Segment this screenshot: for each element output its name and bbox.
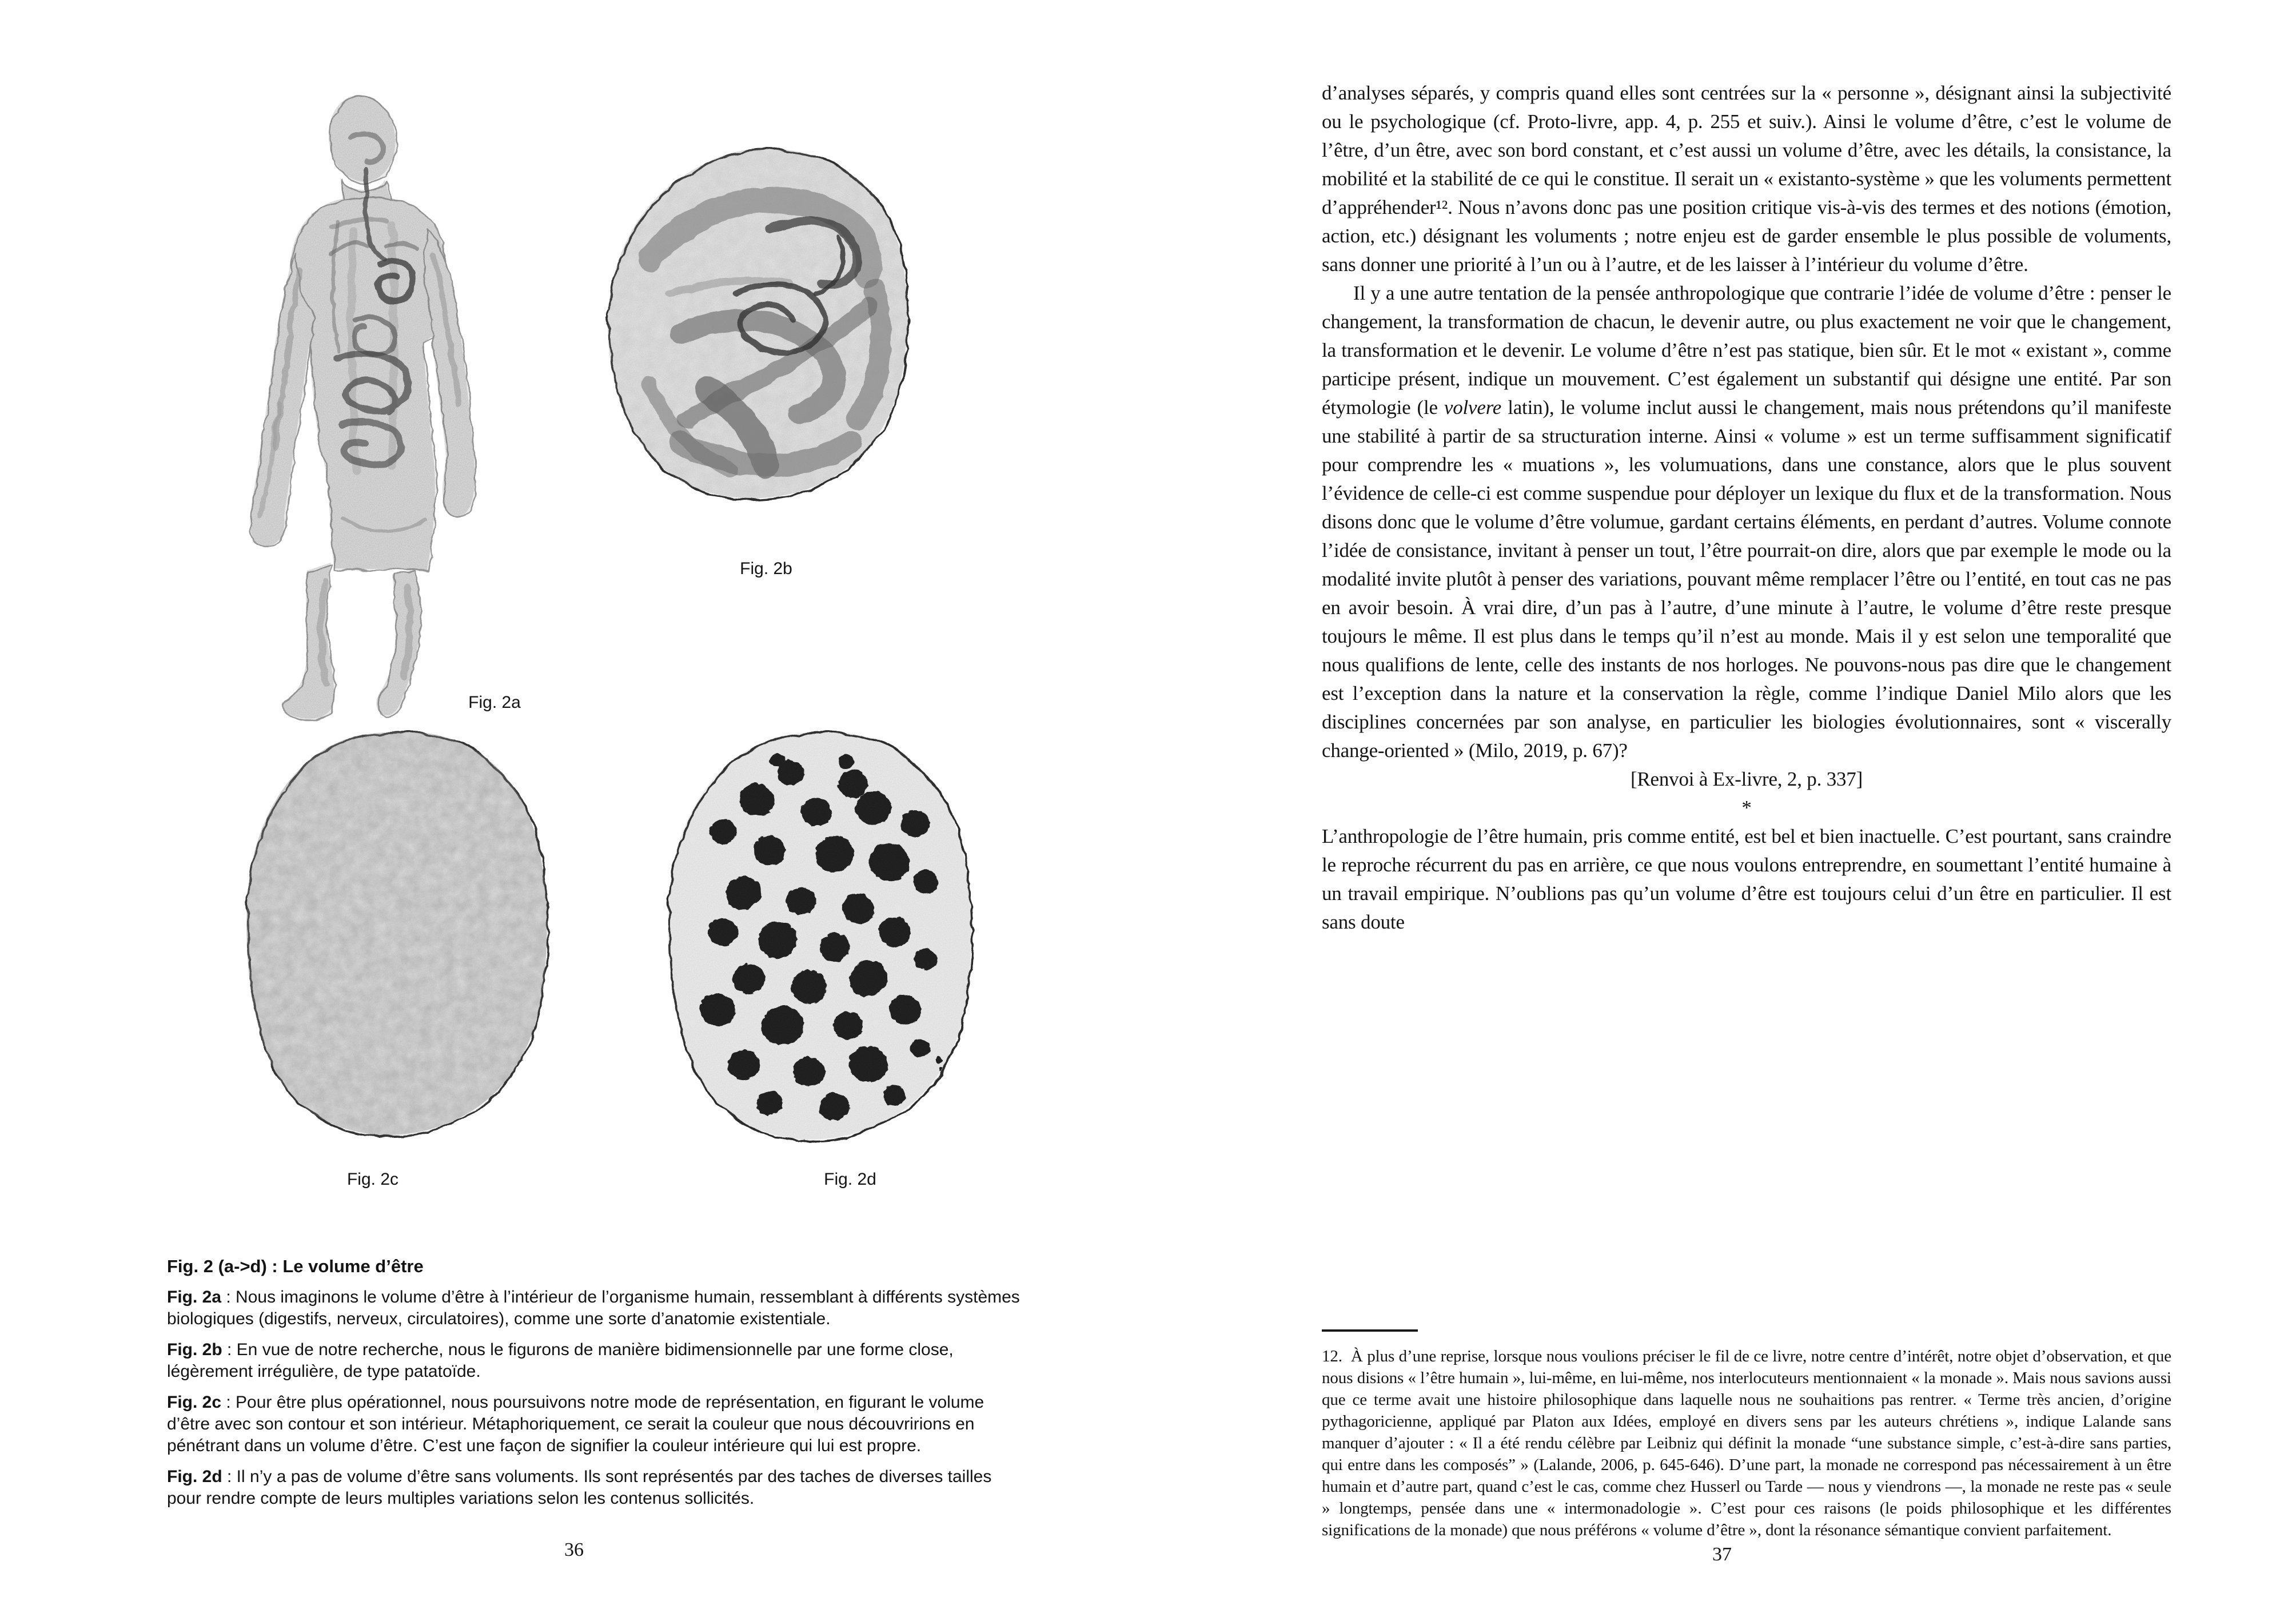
paragraph-3: L’anthropologie de l’être humain, pris comme entité, est bel et bien inactuelle. C’est pourtant, sans craindre le reproche récurrent du pas en arrière, ce que nous voulons entreprendre, en soumettant l’entité humaine à un travail empirique. N’oublions pas qu’un volume d’être est toujours celui d’un être en particulier. Il est sans doute [1322,825,2171,933]
spotted-blob-drawing [656,727,983,1152]
caption-fig-2a [167,1287,1029,1330]
footnote-12: 12. À plus d’une reprise, lorsque nous voulions préciser le fil de ce livre, notre centre d’intérêt, notre objet d’observation, et que nous disions « l’être humain », lui-même, en lui-même, nos interlocuteurs mentionnaient « la monade ». Mais nous savions aussi que ce terme avait une histoire philosophique dans laquelle nous ne souhaitions pas rentrer. « Terme très ancien, d’origine pythagoricienne, appliqué par Platon aux Idées, employé en divers sens par les auteurs chrétiens », indique Lalande sans manquer d’ajouter : « Il a été rendu célèbre par Leibniz qui définit la monade “une substance simple, c’est-à-dire sans parties, qui entre dans les composés” » (Lalande, 2006, p. 645-646). D’une part, la monade ne correspond pas nécessairement à un être humain et d’autre part, quand c’est le cas, comme chez Husserl ou Tarde — nous y viendrons —, la monade ne reste pas « seule » longtemps, pensée dans une « intermonadologie ». C’est pour ces raisons (le poids philosophique et les différentes significations de la monade) que nous préférons « volume d’être », dont la résonance sémantique convient parfaitement. [1322,1347,2171,1539]
fig-2b-illustration [597,143,915,512]
caption-fig-2b-label: Fig. 2b [167,1340,222,1359]
caption-fig-2d [167,1466,1029,1510]
caption-fig-2a-text: : Nous imaginons le volume d’être à l’intérieur de l’organisme humain, ressemblant à différents systèmes biologiques (digestifs, nerveux, circulatoires), comme une sorte d’anatomie existentiale. [167,1288,1020,1328]
figure-captions [167,1256,1029,1510]
paper-grain [597,143,915,512]
plain-blob-drawing [237,727,557,1146]
renvoi-line: [Renvoi à Ex-livre, 2, p. 337] [1630,768,1863,790]
fig-2d-label: Fig. 2d [824,1170,876,1189]
caption-fig-2d-text: : Il n’y a pas de volume d’être sans voluments. Ils sont représentés par des taches de diverses tailles pour rendre compte de leurs multiples variations selon les contenus sollicités. [167,1467,992,1508]
caption-fig-2c-text: : Pour être plus opérationnel, nous poursuivons notre mode de représentation, en figurant le volume d’être avec son contour et son intérieur. Métaphoriquement, ce serait la couleur que nous découvririons en pénétrant dans un volume d’être. C’est une façon de signifier la couleur intérieure qui lui est propre. [167,1393,984,1455]
caption-fig-2b-text: : En vue de notre recherche, nous le figurons de manière bidimensionnelle par une forme close, légèrement irrégulière, de type patatoïde. [167,1340,954,1381]
paragraph-2-post: latin), le volume inclut aussi le changement, mais nous prétendons qu’il manifeste une stabilité à partir de sa structuration interne. Ainsi « volume » est un terme suffisamment significatif pour comprendre les « muations », les volumuations, dans une constance, alors que le plus souvent l’évidence de celle-ci est comme suspendue pour déployer un lexique du flux et de la transformation. Nous disons donc que le volume d’être volumue, gardant certains éléments, en perdant d’autres. Volume connote l’idée de consistance, invitant à penser un tout, l’être pourrait-on dire, alors que par exemple le mode ou la modalité invite plutôt à penser des variations, pouvant même remplacer l’être ou l’entité, en tout cas ne pas en avoir besoin. À vrai dire, d’un pas à l’autre, d’une minute à l’autre, le volume d’être reste presque toujours le même. Il est plus dans le temps qu’il n’est au monde. Mais il y est selon une temporalité que nous qualifions de lente, celle des instants de nos horloges. Ne pouvons-nous pas dire que le changement est l’exception dans la nature et la conservation la règle, comme l’indique Daniel Milo alors que les disciplines concernées par son analyse, en particulier les biologies évolutionnaires, sont « viscerally change-oriented » (Milo, 2019, p. 67)? [1322,396,2171,762]
paper-grain [237,727,557,1146]
page-number-36: 36 [564,1539,584,1560]
fig-2a-label: Fig. 2a [468,693,521,712]
right-page [1148,0,2296,1621]
asterisk-separator: * [1741,796,1752,819]
swirl-blob-drawing [597,143,915,512]
walking-figure-drawing [243,81,509,724]
paper-grain [656,727,983,1152]
paragraph-2 [1322,279,2171,765]
page-number-37: 37 [1712,1544,1732,1565]
paragraph-2-pre: Il y a une autre tentation de la pensée anthropologique que contrarie l’idée de volume d’être : penser le changement, la transformation de chacun, le devenir autre, ou plus exactement ne voir que le changement, la transformation et le devenir. Le volume d’être n’est pas statique, bien sûr. Et le mot « existant », comme participe présent, indique un mouvement. C’est également un substantif qui désigne une entité. Par son étymologie (le [1322,282,2171,419]
caption-fig-2b [167,1339,1029,1383]
caption-fig-2d-label: Fig. 2d [167,1467,222,1486]
caption-title: Fig. 2 (a->d) : Le volume d’être [167,1256,424,1276]
fig-2d-illustration [656,727,983,1152]
footnote-separator [1322,1329,1418,1332]
body-text-column [1322,79,2171,1541]
caption-fig-2a-label: Fig. 2a [167,1288,222,1307]
footnote-block [1322,1329,2171,1541]
caption-fig-2c-label: Fig. 2c [167,1393,222,1412]
paragraph-continuation: d’analyses séparés, y compris quand elles sont centrées sur la « personne », désignant ainsi la subjectivité ou le psychologique (cf. Proto-livre, app. 4, p. 255 et suiv.). Ainsi le volume d’être, c’est le volume de l’être, d’un être, avec son bord constant, et c’est aussi un volume d’être, avec les détails, la consistance, la mobilité et la stabilité de ce qui le constitue. Il serait un « existanto-système » que les voluments permettent d’appréhender¹². Nous n’avons donc pas une position critique vis-à-vis des termes et des notions (émotion, action, etc.) désignant les voluments ; notre enjeu est de garder ensemble le plus possible de voluments, sans donner une priorité à l’un ou à l’autre, et de les laisser à l’intérieur du volume d’être. [1322,82,2171,276]
fig-2b-label: Fig. 2b [740,559,792,578]
caption-fig-2c [167,1392,1029,1457]
fig-2c-label: Fig. 2c [346,1170,399,1189]
fig-2a-illustration [243,81,509,724]
italic-volvere: volvere [1444,396,1502,419]
fig-2c-illustration [237,727,557,1146]
